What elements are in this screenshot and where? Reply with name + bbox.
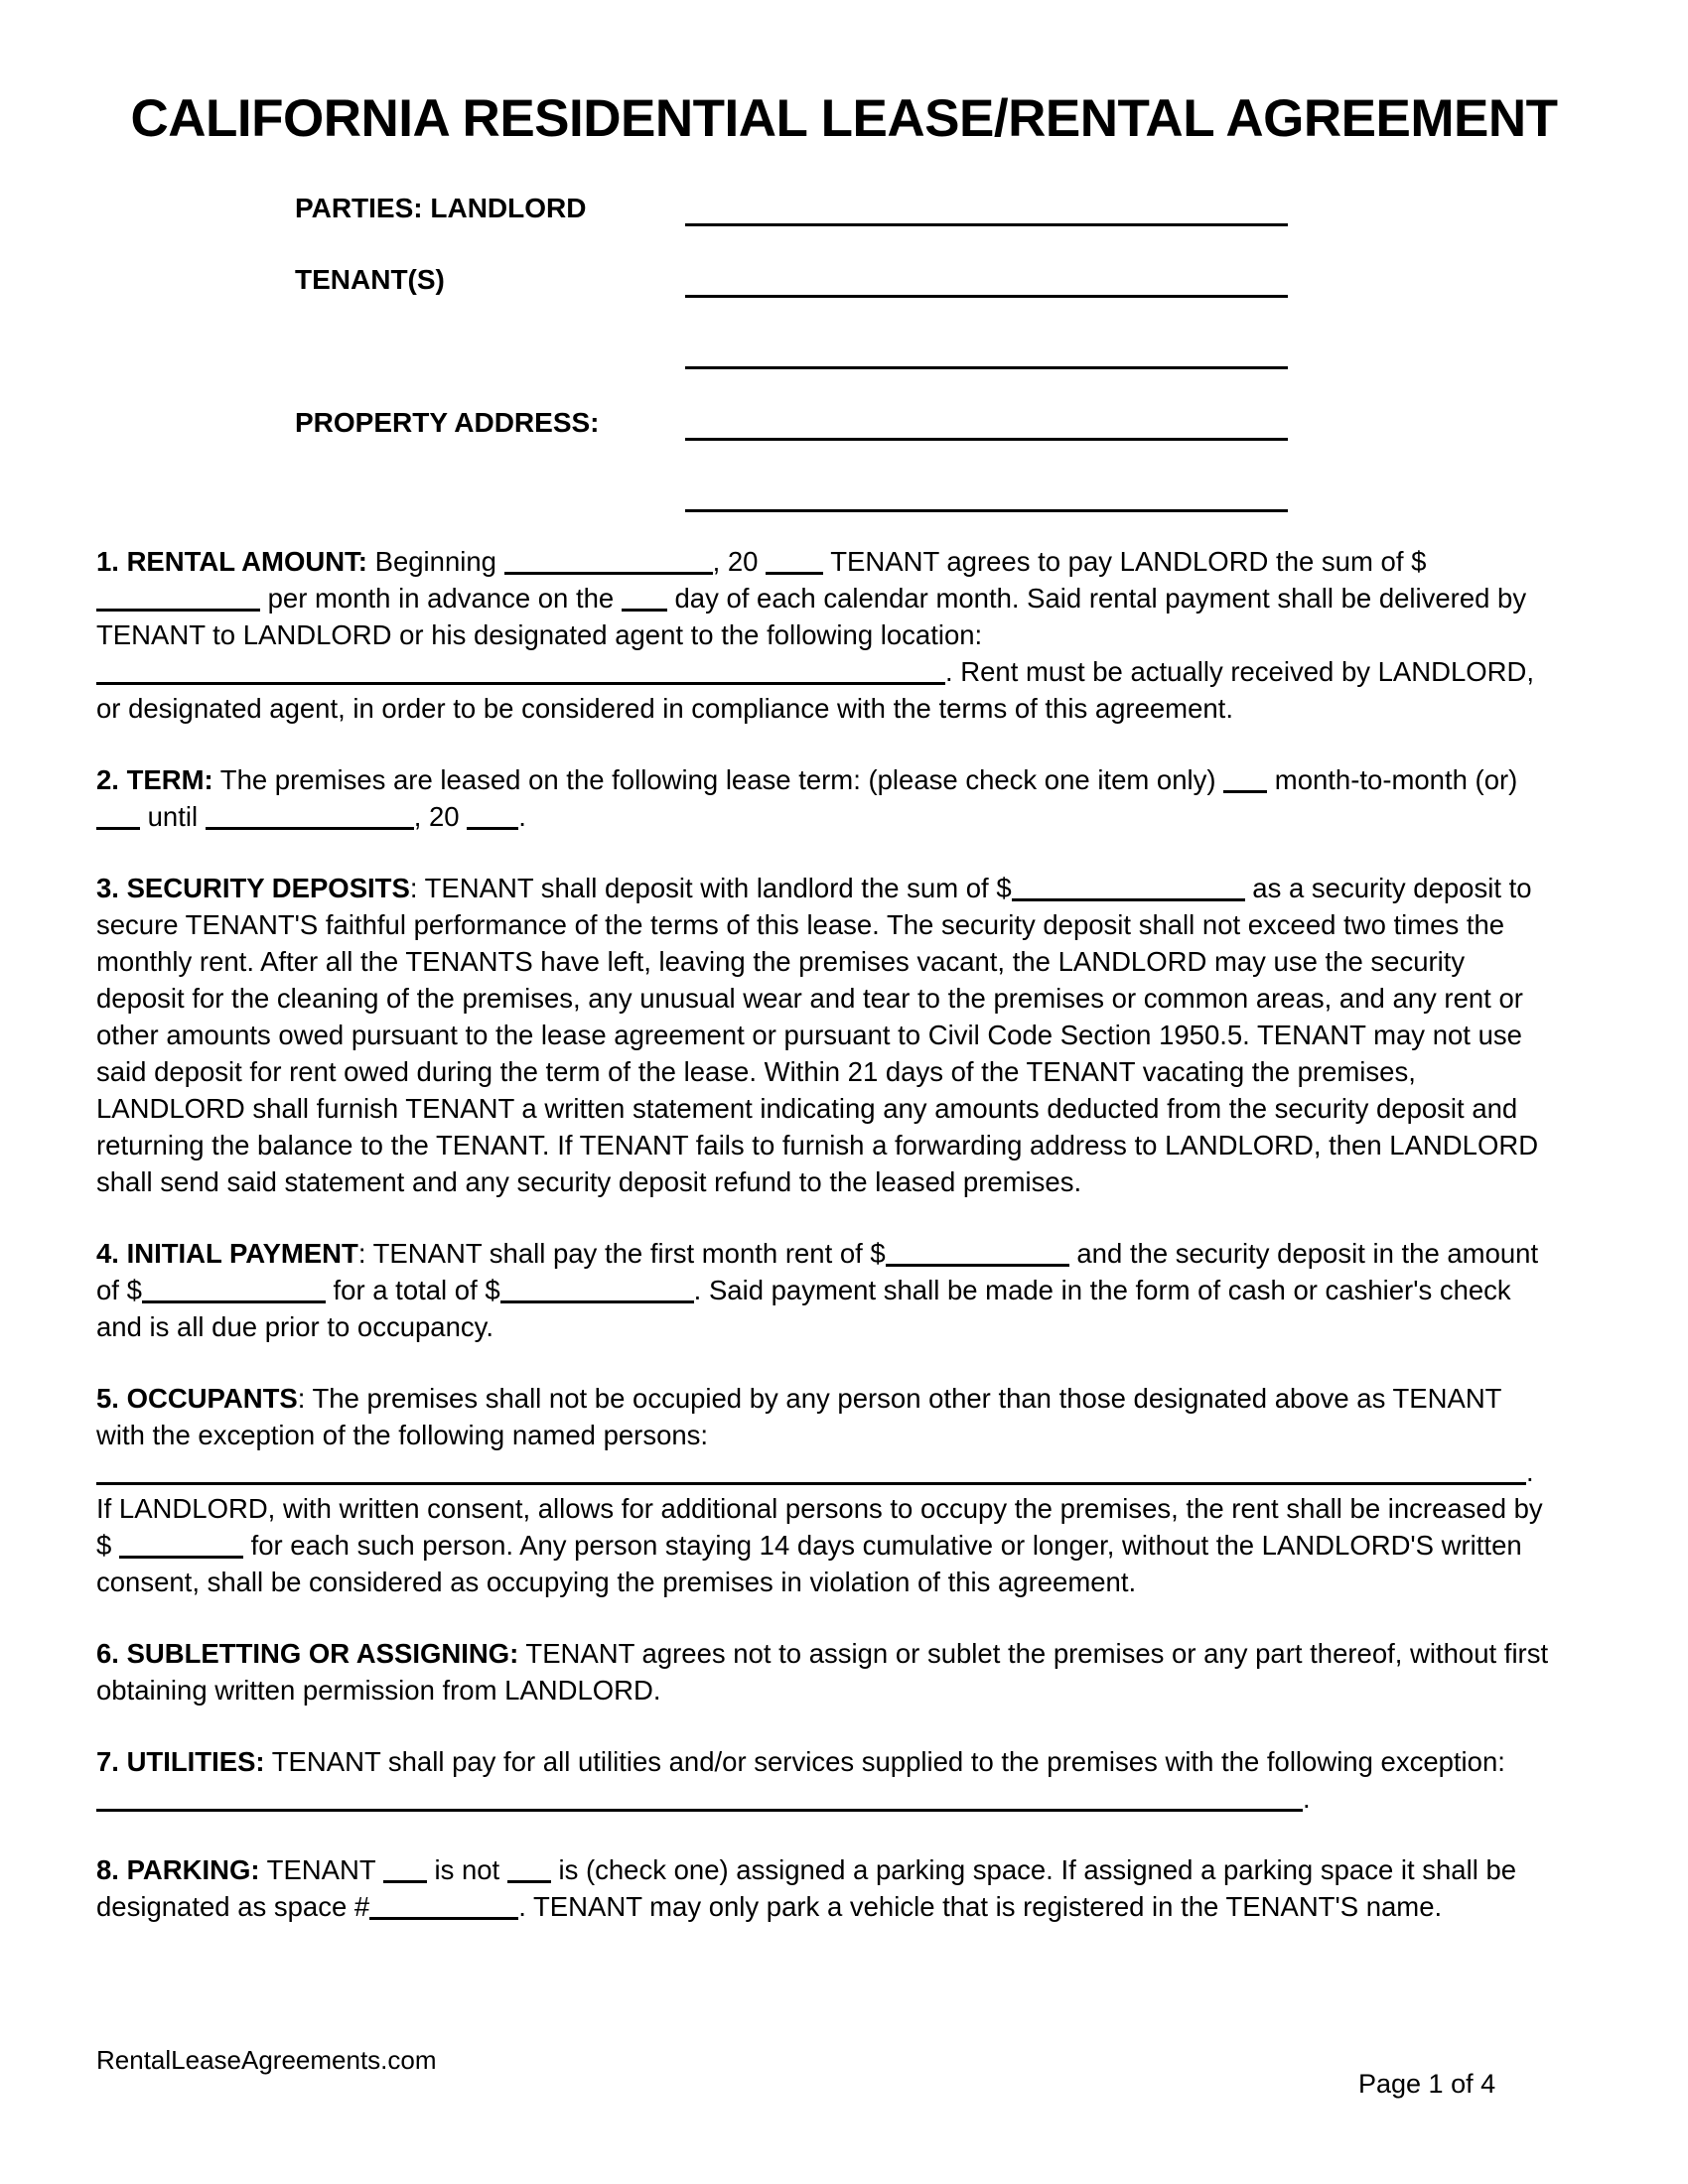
blank-line-tenants-2[interactable] <box>685 366 1288 369</box>
section-subletting-or-assigning: 6. SUBLETTING OR ASSIGNING: TENANT agrees not to assign or sublet the premises or any part thereof, without first obtaining written permission from LANDLORD. <box>96 1638 1549 1706</box>
document-title: CALIFORNIA RESIDENTIAL LEASE/RENTAL AGREEMENT <box>130 89 1558 148</box>
fill-in-blank[interactable] <box>142 1300 326 1303</box>
field-label-property-address: PROPERTY ADDRESS: <box>295 407 600 438</box>
fill-in-blank[interactable] <box>96 1482 1526 1485</box>
fill-in-blank[interactable] <box>96 827 140 830</box>
section-term: 2. TERM: The premises are leased on the following lease term: (please check one item only) month-to-month (or) until , 20 . <box>96 764 1518 832</box>
section-heading-security-deposits: 3. SECURITY DEPOSITS <box>96 873 410 903</box>
fill-in-blank[interactable] <box>206 827 414 830</box>
header-row-property-address-2 <box>96 441 1688 512</box>
section-security-deposits: 3. SECURITY DEPOSITS: TENANT shall deposit with landlord the sum of $ as a security deposit to secure TENANT'S faithful performance of the terms of this lease. The security deposit shall not exceed two times the monthly rent. After all the TENANTS have left, leaving the premises vacant, the LANDLORD may use the security deposit for the cleaning of the premises, any unusual wear and tear to the premises or common areas, and any rent or other amounts owed pursuant to the lease agreement or pursuant to Civil Code Section 1950.5. TENANT may not use said deposit for rent owed during the term of the lease. Within 21 days of the TENANT vacating the premises, LANDLORD shall furnish TENANT a written statement indicating any amounts deducted from the security deposit and returning the balance to the TENANT. If TENANT fails to furnish a forwarding address to LANDLORD, then LANDLORD shall send said statement and any security deposit refund to the leased premises. <box>96 873 1539 1197</box>
section-parking: 8. PARKING: TENANT is not is (check one) assigned a parking space. If assigned a parking space it shall be designated as space # . TENANT may only park a vehicle that is registered in the TENANT'S name. <box>96 1854 1517 1922</box>
fill-in-blank[interactable] <box>96 682 945 685</box>
fill-in-blank[interactable] <box>886 1264 1069 1267</box>
document-sections <box>96 543 1554 1925</box>
blank-line-property-address-2[interactable] <box>685 509 1288 512</box>
section-initial-payment: 4. INITIAL PAYMENT: TENANT shall pay the first month rent of $ and the security deposit in the amount of $ for a total of $ . Said payment shall be made in the form of cash or cashier's check and is all due prior to occupancy. <box>96 1238 1539 1342</box>
header-row-tenants-2 <box>96 298 1688 369</box>
fill-in-blank[interactable] <box>1012 898 1245 901</box>
fill-in-blank[interactable] <box>369 1917 518 1920</box>
header-row-property-address-1 <box>96 369 1688 441</box>
fill-in-blank[interactable] <box>766 572 823 575</box>
section-heading-parking: 8. PARKING: <box>96 1854 260 1885</box>
section-heading-initial-payment: 4. INITIAL PAYMENT <box>96 1238 358 1269</box>
fill-in-blank[interactable] <box>1223 790 1267 793</box>
blank-line-property-address-1[interactable] <box>685 438 1288 441</box>
blank-line-landlord-1[interactable] <box>685 223 1288 226</box>
footer-page-indicator: Page 1 of 4 <box>1358 2069 1496 2099</box>
footer-website: RentalLeaseAgreements.com <box>96 2045 437 2075</box>
field-label-landlord: PARTIES: LANDLORD <box>295 193 587 223</box>
section-heading-rental-amount: 1. RENTAL AMOUNT: <box>96 546 367 577</box>
fill-in-blank[interactable] <box>96 1809 1303 1812</box>
fill-in-blank[interactable] <box>119 1556 243 1559</box>
fill-in-blank[interactable] <box>507 1880 551 1883</box>
fill-in-blank[interactable] <box>96 609 260 612</box>
fill-in-blank[interactable] <box>504 572 713 575</box>
blank-line-tenants-1[interactable] <box>685 295 1288 298</box>
section-heading-subletting-or-assigning: 6. SUBLETTING OR ASSIGNING: <box>96 1638 519 1669</box>
parties-block <box>96 155 1688 512</box>
section-occupants: 5. OCCUPANTS: The premises shall not be occupied by any person other than those designated above as TENANT with the exception of the following named persons:. If LANDLORD, with written consent, allows for additional persons to occupy the premises, the rent shall be increased by $ for each such person. Any person staying 14 days cumulative or longer, without the LANDLORD'S written consent, shall be considered as occupying the premises in violation of this agreement. <box>96 1383 1543 1597</box>
fill-in-blank[interactable] <box>467 827 518 830</box>
section-utilities: 7. UTILITIES: TENANT shall pay for all utilities and/or services supplied to the premises with the following exception: . <box>96 1746 1505 1814</box>
header-row-tenants-1 <box>96 226 1688 298</box>
section-rental-amount: 1. RENTAL AMOUNT: Beginning , 20 TENANT agrees to pay LANDLORD the sum of $ per month in advance on the day of each calendar month. Said rental payment shall be delivered by TENANT to LANDLORD or his designated agent to the following location: . Rent must be actually received by LANDLORD, or designated agent, in order to be considered in compliance with the terms of this agreement. <box>96 546 1535 724</box>
fill-in-blank[interactable] <box>500 1300 694 1303</box>
section-heading-utilities: 7. UTILITIES: <box>96 1746 265 1777</box>
fill-in-blank[interactable] <box>622 609 667 612</box>
section-heading-occupants: 5. OCCUPANTS <box>96 1383 298 1414</box>
fill-in-blank[interactable] <box>383 1880 427 1883</box>
field-label-tenants: TENANT(S) <box>295 264 445 295</box>
section-heading-term: 2. TERM: <box>96 764 213 795</box>
header-row-landlord <box>96 155 1688 226</box>
